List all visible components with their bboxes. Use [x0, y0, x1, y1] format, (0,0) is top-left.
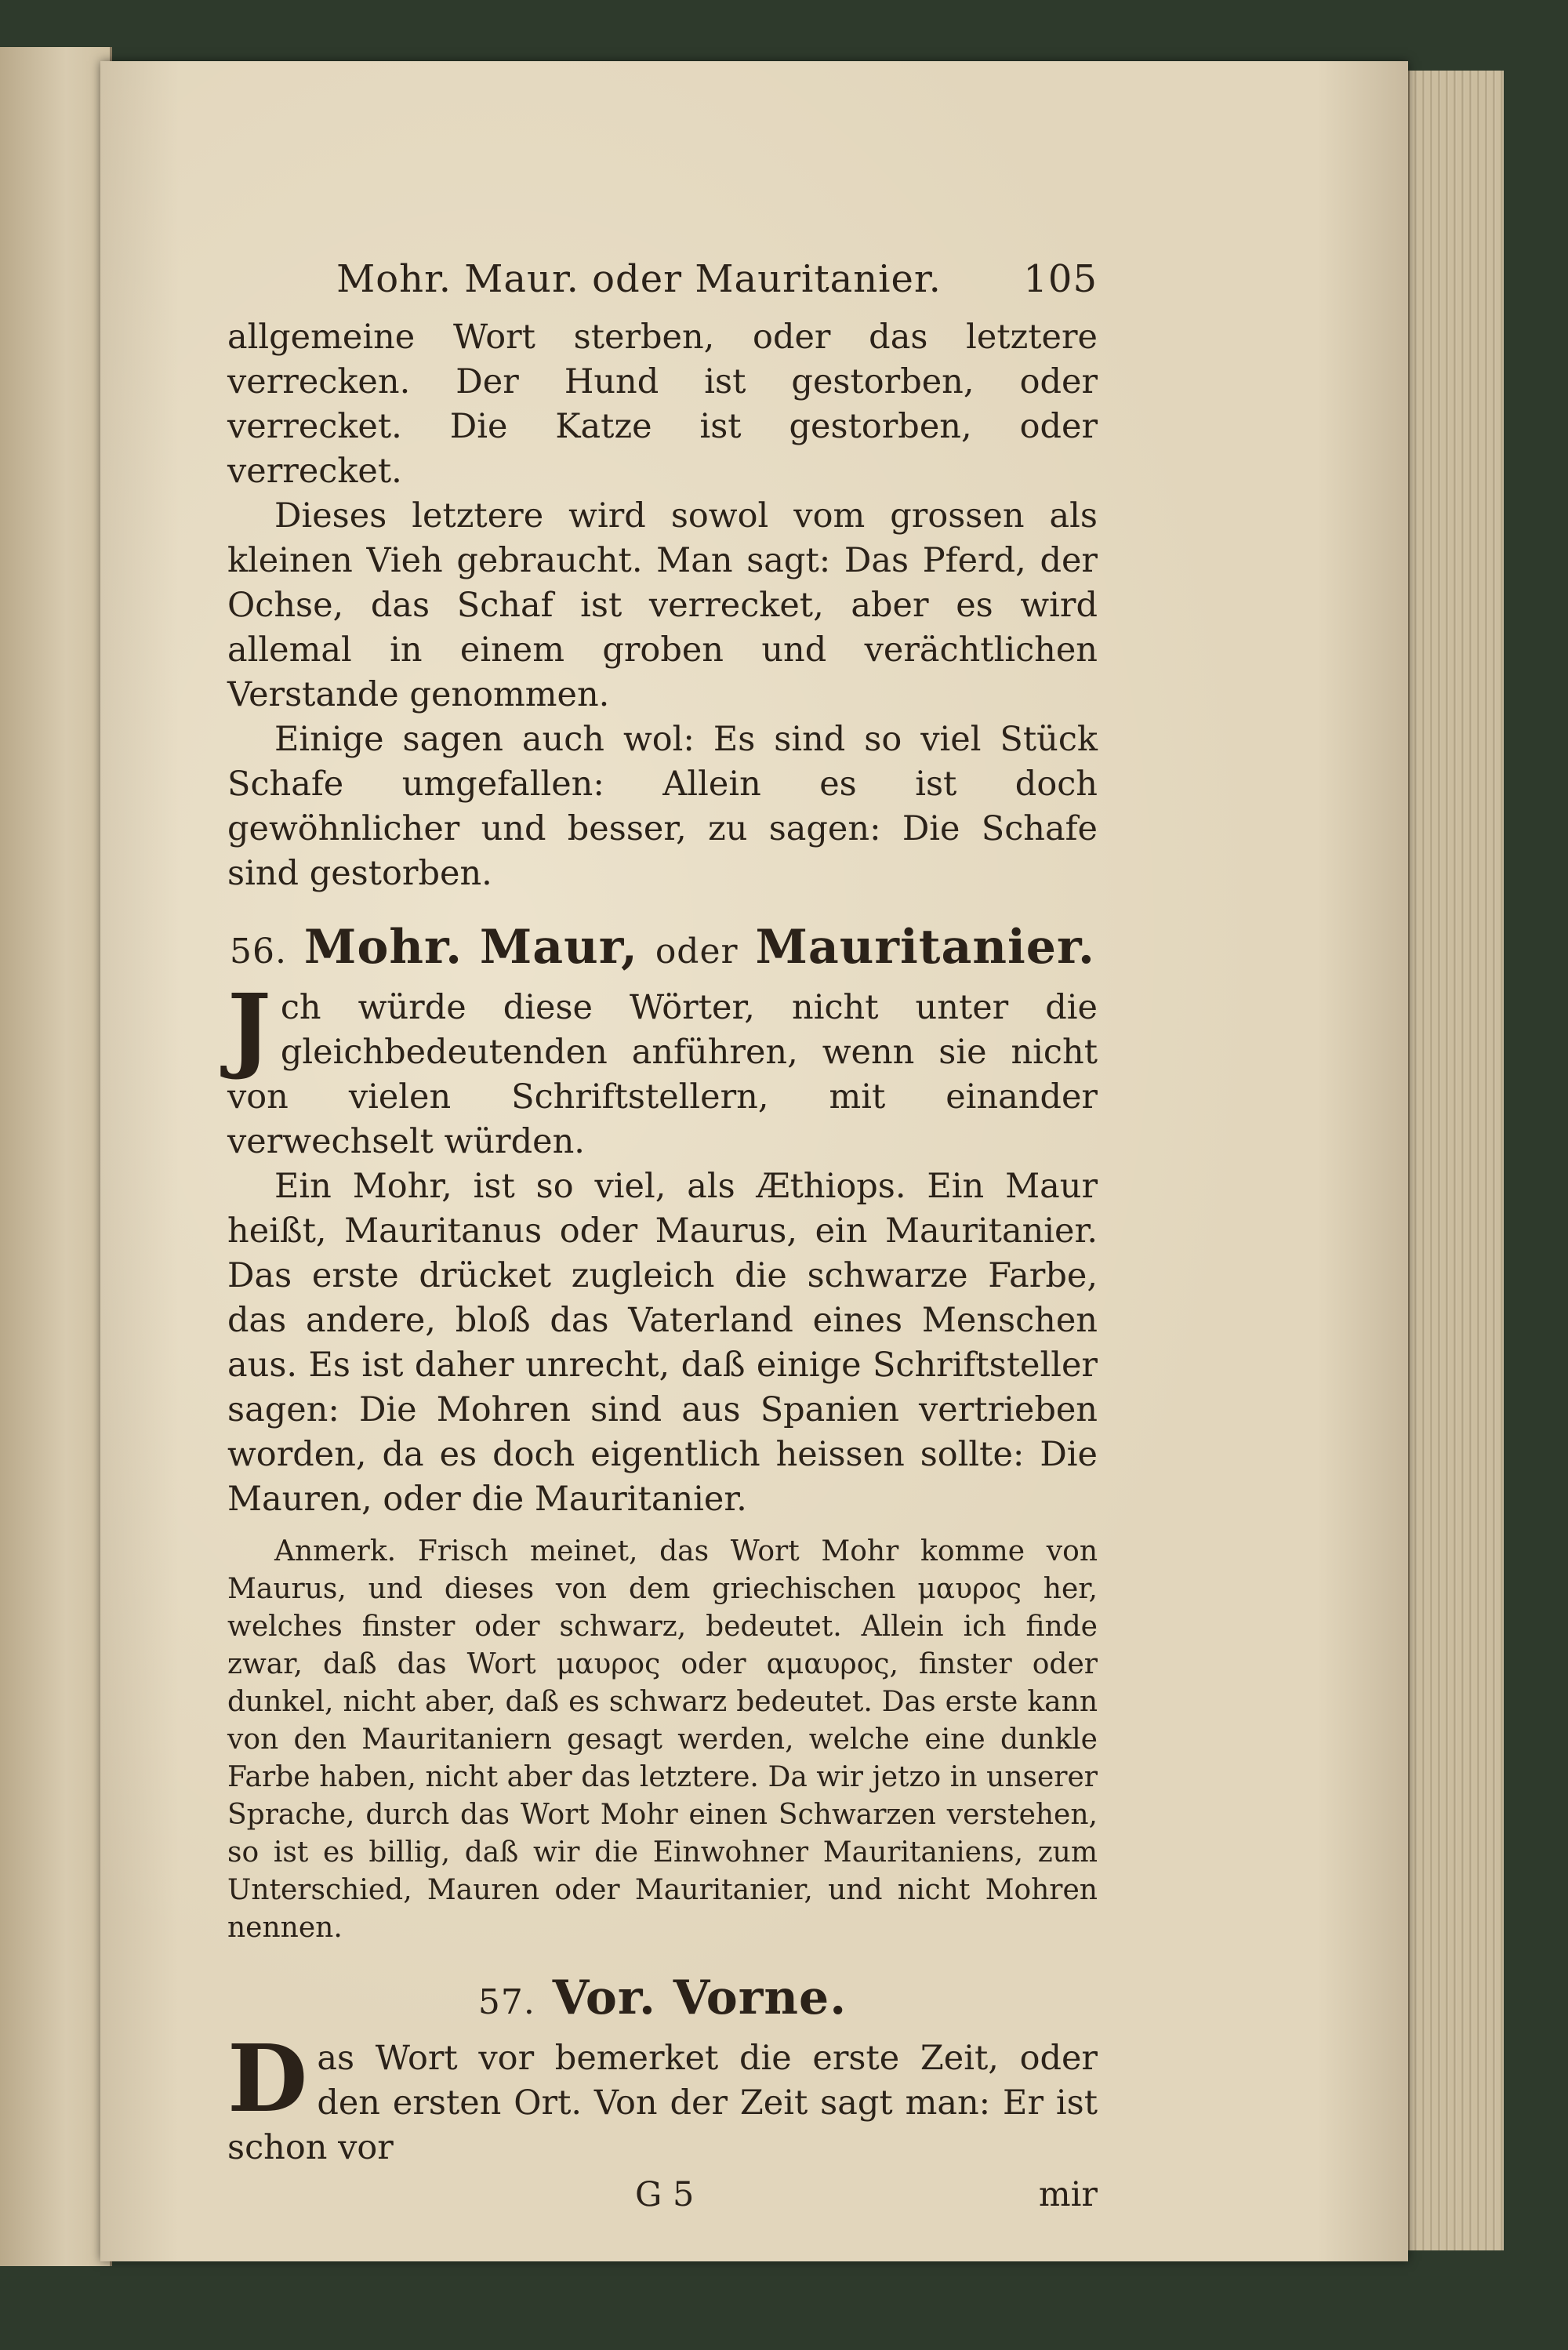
section-56-paragraph-2: Ein Mohr, ist so viel, als Æthiops. Ein Maur heißt, Mauritanus oder Maurus, ein Mauritanier. Das erste drücket zugleich die schwarze Farbe, das andere, bloß das Vaterland eines Menschen aus. Es ist daher unrecht, daß einige Schriftsteller sagen: Die Mohren sind aus Spanien vertrieben worden, da es doch eigentlich heissen sollte: Die Mauren, oder die Mauritanier.: [227, 1167, 1098, 1519]
section-56-number: 56.: [230, 932, 288, 972]
section-57-paragraph: [227, 2024, 1098, 2170]
running-title: Mohr. Maur. oder Mauritanier.: [336, 257, 942, 301]
section-57-number: 57.: [477, 1982, 535, 2022]
page-footer: [227, 2175, 1098, 2214]
intro-paragraph-2: Dieses letztere wird sowol vom grossen als kleinen Vieh gebraucht. Man sagt: Das Pferd, der Ochse, das Schaf ist verrecket, aber es wird allemal in einem groben und verächtlichen Verstande genommen.: [227, 496, 1098, 714]
note-label: Anmerk.: [274, 1535, 397, 1567]
page-text: [227, 257, 1098, 2214]
section-57-heading: [227, 1970, 1098, 2025]
section-56-title-sep: oder: [655, 932, 739, 972]
section-57-title: Vor. Vorne.: [552, 1970, 848, 2025]
page-stack-edges: [1408, 71, 1504, 2250]
section-56-heading: [227, 920, 1098, 975]
left-page-edge: [0, 47, 112, 2266]
section-56-title-tail: Mauritanier.: [755, 920, 1095, 975]
section-56-dropcap: J: [227, 973, 271, 1082]
section-56-title: Mohr. Maur,: [303, 920, 638, 975]
signature-mark: G 5: [635, 2175, 695, 2214]
section-56-paragraph-1-text: ch würde diese Wörter, nicht unter die gleichbedeutenden anführen, wenn sie nicht von vielen Schriftstellern, mit einander verwechselt würden.: [227, 988, 1098, 1161]
catchword: mir: [1038, 2175, 1098, 2214]
section-57-paragraph-text: as Wort vor bemerket die erste Zeit, oder den ersten Ort. Von der Zeit sagt man: Er ist schon vor: [227, 2039, 1098, 2167]
intro-paragraph-3: Einige sagen auch wol: Es sind so viel Stück Schafe umgefallen: Allein es ist doch gewöhnlicher und besser, zu sagen: Die Schafe sind gestorben.: [227, 720, 1098, 893]
page-number: 105: [1023, 257, 1098, 301]
section-57-dropcap: D: [227, 2024, 308, 2133]
section-56-paragraph-1: [227, 973, 1098, 1164]
intro-paragraph-1: allgemeine Wort sterben, oder das letztere verrecken. Der Hund ist gestorben, oder verrecket. Die Katze ist gestorben, oder verrecket.: [227, 318, 1098, 491]
running-head: [227, 257, 1098, 301]
note-text: Frisch meinet, das Wort Mohr komme von Maurus, und dieses von dem griechischen μαυρος her, welches finster oder schwarz, bedeutet. Allein ich finde zwar, daß das Wort μαυρος oder αμαυρος, finster oder dunkel, nicht aber, daß es schwarz bedeutet. Das erste kann von den Mauritaniern gesagt werden, welche eine dunkle Farbe haben, nicht aber das letztere. Da wir jetzo in unserer Sprache, durch das Wort Mohr einen Schwarzen verstehen, so ist es billig, daß wir die Einwohner Mauritaniens, zum Unterschied, Mauren oder Mauritanier, und nicht Mohren nennen.: [227, 1535, 1098, 1944]
section-56-note: [227, 1533, 1098, 1947]
